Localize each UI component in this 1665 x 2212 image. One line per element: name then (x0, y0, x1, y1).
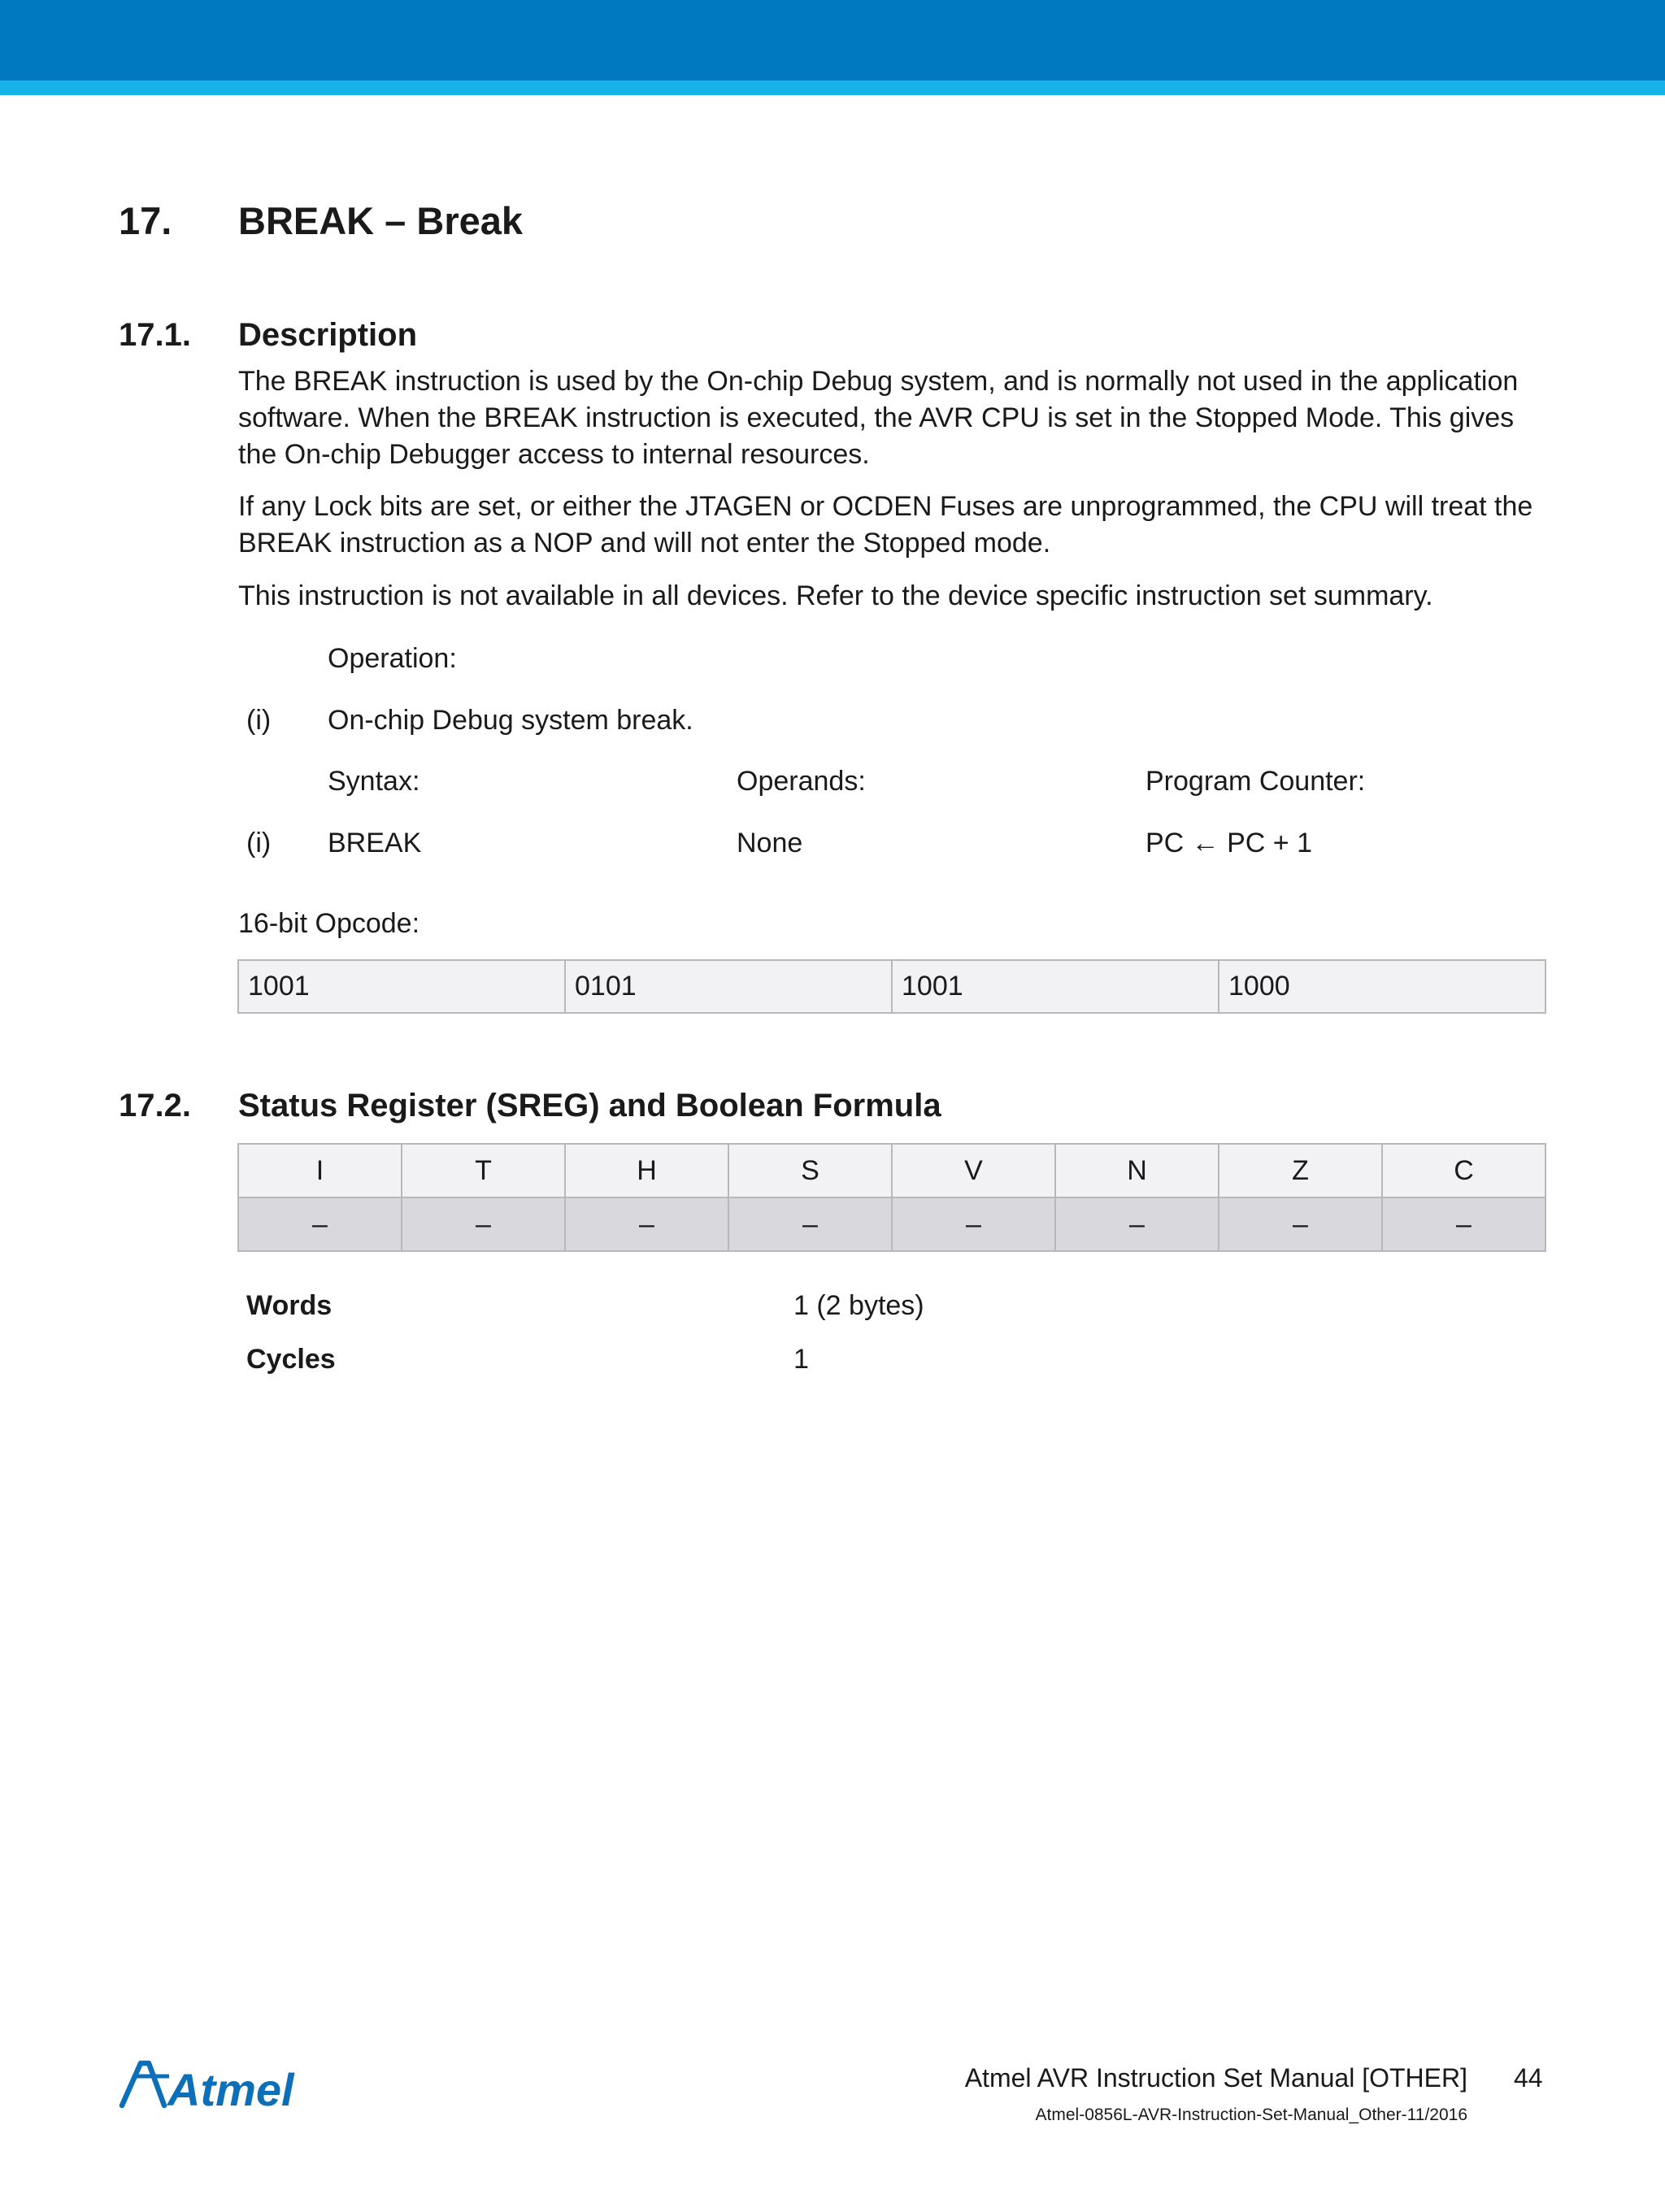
syntax-index: (i) (246, 828, 272, 858)
section-title: BREAK – Break (238, 199, 524, 242)
sreg-flag: C (1382, 1144, 1545, 1197)
page-number: 44 (1514, 2063, 1543, 2092)
sreg-table (237, 1143, 1546, 1252)
opcode-row (238, 960, 1545, 1013)
operation-text: On-chip Debug system break. (328, 705, 693, 736)
sreg-value: – (1382, 1197, 1545, 1251)
sreg-flag: H (565, 1144, 728, 1197)
sreg-title: Status Register (SREG) and Boolean Formula (238, 1088, 941, 1123)
sreg-flag: Z (1219, 1144, 1382, 1197)
manual-title: Atmel AVR Instruction Set Manual [OTHER] (964, 2063, 1467, 2092)
operands-label: Operands: (737, 766, 866, 797)
words-value: 1 (2 bytes) (793, 1290, 924, 1321)
section-number: 17. (119, 199, 172, 242)
cycles-value: 1 (793, 1344, 809, 1375)
operands-value: None (737, 828, 803, 858)
operation-index: (i) (246, 705, 272, 736)
opcode-cell: 1001 (892, 960, 1219, 1013)
opcode-table (237, 959, 1546, 1014)
sreg-value: – (402, 1197, 565, 1251)
sreg-flag: N (1055, 1144, 1219, 1197)
description-paragraph-3: This instruction is not available in all devices. Refer to the device specific instruction set summary. (238, 580, 1433, 611)
sreg-value: – (565, 1197, 728, 1251)
atmel-logo (119, 2057, 294, 2115)
sreg-flag: I (238, 1144, 402, 1197)
syntax-value: BREAK (328, 828, 422, 858)
document-id: Atmel-0856L-AVR-Instruction-Set-Manual_Other-11/2016 (1035, 2106, 1467, 2124)
cycles-label: Cycles (246, 1344, 336, 1375)
description-title: Description (238, 317, 418, 353)
sreg-flag: T (402, 1144, 565, 1197)
opcode-cell: 1001 (238, 960, 565, 1013)
description-paragraph-1: The BREAK instruction is used by the On-chip Debug system, and is normally not used in the application software. When the BREAK instruction is executed, the AVR CPU is set in the Stopped Mode. This gives the On-chip Debugger access to internal resources. (238, 366, 1519, 470)
opcode-cell: 1000 (1219, 960, 1545, 1013)
header-stripe (0, 80, 1665, 95)
logo-text: Atmel (167, 2064, 294, 2115)
sreg-flag: S (728, 1144, 892, 1197)
words-label: Words (246, 1290, 333, 1321)
sreg-value: – (1055, 1197, 1219, 1251)
sreg-value: – (892, 1197, 1055, 1251)
syntax-label: Syntax: (328, 766, 420, 797)
sreg-value: – (728, 1197, 892, 1251)
sreg-number: 17.2. (119, 1088, 191, 1123)
program-counter-value: PC ← PC + 1 (1146, 828, 1313, 858)
sreg-value: – (1219, 1197, 1382, 1251)
opcode-label: 16-bit Opcode: (238, 908, 420, 939)
sreg-value: – (238, 1197, 402, 1251)
description-number: 17.1. (119, 317, 191, 353)
sreg-flags-row (238, 1144, 1545, 1197)
operation-label: Operation: (328, 643, 457, 674)
sreg-flag: V (892, 1144, 1055, 1197)
description-paragraph-2: If any Lock bits are set, or either the JTAGEN or OCDEN Fuses are unprogrammed, the CPU will treat the BREAK instruction as a NOP and will not enter the Stopped mode. (238, 491, 1533, 558)
program-counter-label: Program Counter: (1146, 766, 1366, 797)
opcode-cell: 0101 (565, 960, 892, 1013)
sreg-values-row (238, 1197, 1545, 1251)
